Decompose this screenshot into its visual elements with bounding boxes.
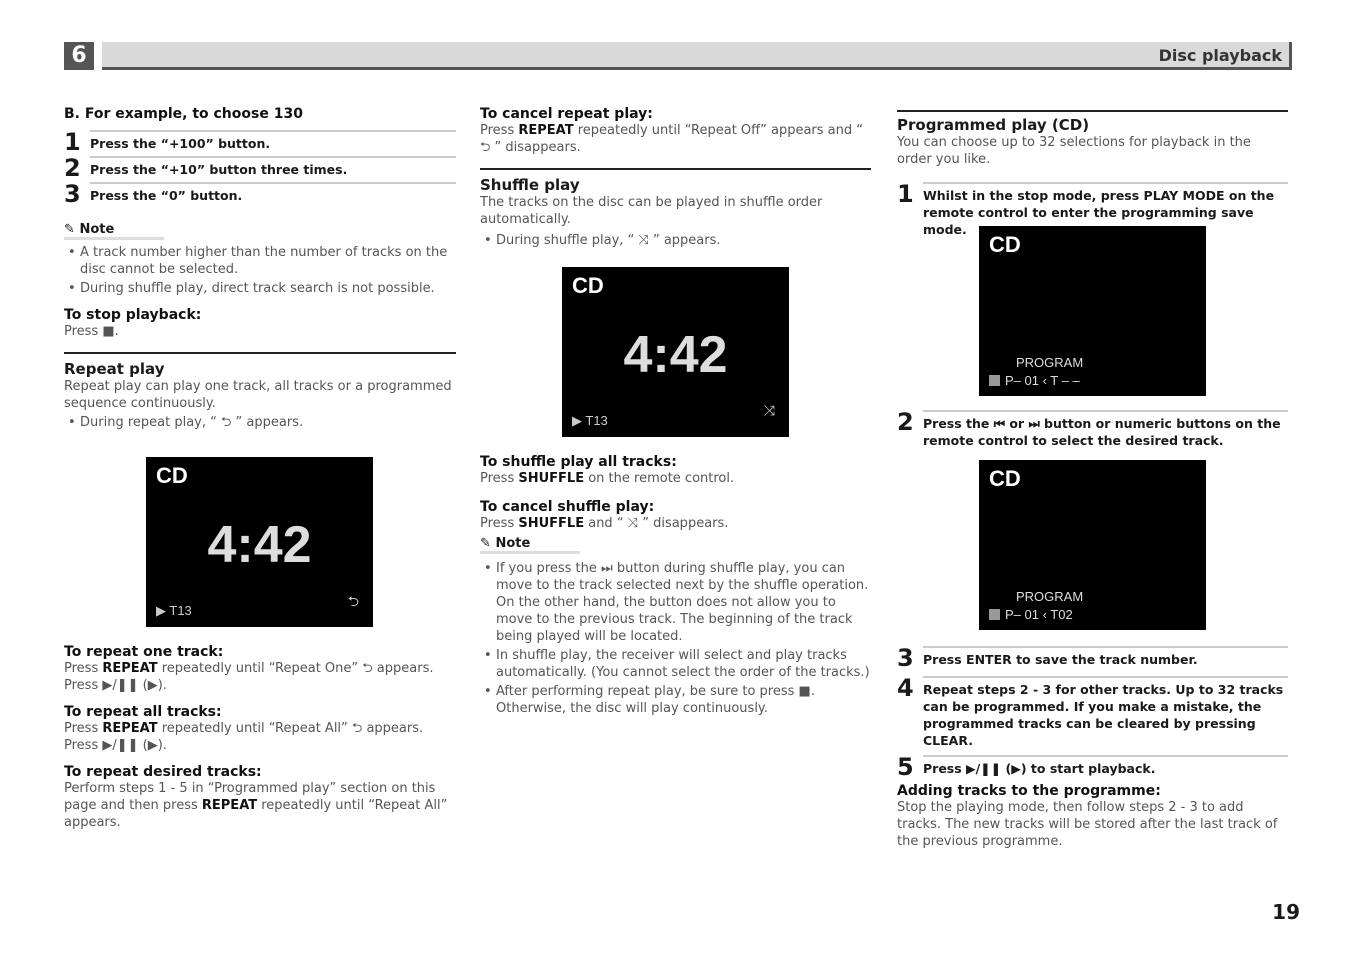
display-cd-label: CD <box>156 463 188 488</box>
adding-tracks-text: Stop the playing mode, then follow steps 2 - 3 to add tracks. The new tracks will be stored after the last track of the previous programme. <box>897 800 1278 849</box>
list-item: • A track number higher than the number of tracks on the disc cannot be selected. <box>64 244 456 278</box>
cd-display-shuffle <box>562 267 789 437</box>
note-label: ✎ Note <box>64 222 164 240</box>
display-cd-label: CD <box>572 273 604 298</box>
page-number: 19 <box>1272 900 1300 924</box>
column-left-lower <box>64 644 456 831</box>
pencil-icon: ✎ <box>64 222 75 237</box>
step-2 <box>64 156 456 180</box>
step-2 <box>897 410 1288 449</box>
step-3 <box>897 646 1288 670</box>
repeat-one-text: Press REPEAT repeatedly until “Repeat One” ⮌ appears. Press ▶/❚❚ (▶). <box>64 661 434 693</box>
column-left <box>64 100 456 433</box>
column-right <box>897 100 1288 238</box>
display-time: 4:42 <box>623 326 728 384</box>
display-cd-label: CD <box>989 466 1021 491</box>
display-time: 4:42 <box>207 516 312 574</box>
step-number: 1 <box>897 180 914 208</box>
cancel-shuffle-heading: To cancel shuffle play: <box>480 499 655 515</box>
cancel-repeat-text: Press REPEAT repeatedly until “Repeat Off” appears and “ ⮌ ” disappears. <box>480 123 863 155</box>
display-track: ▶ T13 <box>572 413 608 428</box>
programmed-play-heading: Programmed play (CD) <box>897 110 1288 134</box>
list-item: • During shuffle play, “ ⤨ ” appears. <box>480 232 871 249</box>
section-title: Disc playback <box>1158 46 1282 65</box>
shuffle-all-text: Press SHUFFLE on the remote control. <box>480 471 735 486</box>
cd-display-program-2 <box>979 460 1206 630</box>
shuffle-play-text: The tracks on the disc can be played in shuffle order automatically. <box>480 195 823 227</box>
note-list <box>480 560 871 717</box>
shuffle-play-heading: Shuffle play <box>480 168 871 194</box>
repeat-play-heading: Repeat play <box>64 352 456 378</box>
step-5 <box>897 755 1288 779</box>
step-text: Press the “0” button. <box>90 182 456 204</box>
step-number: 5 <box>897 753 914 781</box>
column-middle <box>480 100 871 251</box>
step-number: 2 <box>64 154 81 182</box>
note-list <box>64 244 456 297</box>
step-number: 2 <box>897 408 914 436</box>
programmed-play-text: You can choose up to 32 selections for playback in the order you like. <box>897 135 1251 167</box>
repeat-all-text: Press REPEAT repeatedly until “Repeat All” ⮌ appears. Press ▶/❚❚ (▶). <box>64 721 424 753</box>
step-text: Press ENTER to save the track number. <box>923 646 1288 668</box>
chapter-number: 6 <box>64 42 94 70</box>
cancel-repeat-heading: To cancel repeat play: <box>480 106 653 122</box>
display-track: ▶ T13 <box>156 603 192 618</box>
repeat-play-text: Repeat play can play one track, all tracks or a programmed sequence continuously. <box>64 379 452 411</box>
step-text: Press the ⏮ or ⏭ button or numeric buttons on the remote control to select the desired track. <box>923 410 1288 449</box>
display-program-label: PROGRAM <box>1016 589 1084 604</box>
step-1 <box>64 130 456 154</box>
step-4 <box>897 676 1288 749</box>
display-cd-label: CD <box>989 232 1021 257</box>
step-number: 3 <box>64 180 81 208</box>
repeat-bullets <box>64 414 456 431</box>
step-text: Press the “+10” button three times. <box>90 156 456 178</box>
stop-indicator-icon <box>989 609 1000 620</box>
repeat-one-heading: To repeat one track: <box>64 644 224 660</box>
step-number: 1 <box>64 128 81 156</box>
cancel-shuffle-text: Press SHUFFLE and “ ⤨ ” disappears. <box>480 516 729 531</box>
repeat-desired-heading: To repeat desired tracks: <box>64 764 262 780</box>
repeat-desired-text: Perform steps 1 - 5 in “Programmed play” section on this page and then press REPEAT repeatedly until “Repeat All” appears. <box>64 781 448 830</box>
display-program-line: P– 01 ‹ T02 <box>989 607 1073 622</box>
shuffle-bullets <box>480 232 871 249</box>
list-item: • During repeat play, “ ⮌ ” appears. <box>64 414 456 431</box>
step-text: Press the “+100” button. <box>90 130 456 152</box>
list-item: • After performing repeat play, be sure to press ■. Otherwise, the disc will play continuously. <box>480 683 871 717</box>
stop-heading: To stop playback: <box>64 307 202 323</box>
step-text: Press ▶/❚❚ (▶) to start playback. <box>923 755 1288 777</box>
list-item: • In shuffle play, the receiver will select and play tracks automatically. (You cannot select the order of the tracks.) <box>480 647 871 681</box>
repeat-all-heading: To repeat all tracks: <box>64 704 222 720</box>
step-text: Repeat steps 2 - 3 for other tracks. Up to 32 tracks can be programmed. If you make a mistake, the programmed tracks can be cleared by pressing CLEAR. <box>923 676 1288 749</box>
list-item: • During shuffle play, direct track search is not possible. <box>64 280 456 297</box>
repeat-icon: ⮌ <box>347 593 359 609</box>
column-right-lower <box>897 646 1288 850</box>
step-text: Whilst in the stop mode, press PLAY MODE on the remote control to enter the programming save mode. <box>923 182 1288 238</box>
stop-text: Press ■. <box>64 324 119 339</box>
cd-display-repeat <box>146 457 373 627</box>
display-program-label: PROGRAM <box>1016 355 1084 370</box>
cd-display-program-1 <box>979 226 1206 396</box>
step-number: 4 <box>897 674 914 702</box>
list-item: • If you press the ⏭ button during shuffle play, you can move to the track selected next by the shuffle operation. On the other hand, the button does not allow you to move to the previous track. The beginning of the track being played will be located. <box>480 560 871 645</box>
step-number: 3 <box>897 644 914 672</box>
shuffle-icon: ⤨ <box>763 402 775 418</box>
adding-tracks-heading: Adding tracks to the programme: <box>897 783 1161 799</box>
pencil-icon: ✎ <box>480 536 491 551</box>
note-label: ✎ Note <box>480 536 580 554</box>
shuffle-all-heading: To shuffle play all tracks: <box>480 454 677 470</box>
column-middle-lower <box>480 454 871 719</box>
header-bar <box>102 42 1292 70</box>
column-right-mid <box>897 410 1288 449</box>
step-3 <box>64 182 456 206</box>
example-heading: B. For example, to choose 130 <box>64 106 303 122</box>
stop-indicator-icon <box>989 375 1000 386</box>
display-program-line: P– 01 ‹ T – – <box>989 373 1080 388</box>
